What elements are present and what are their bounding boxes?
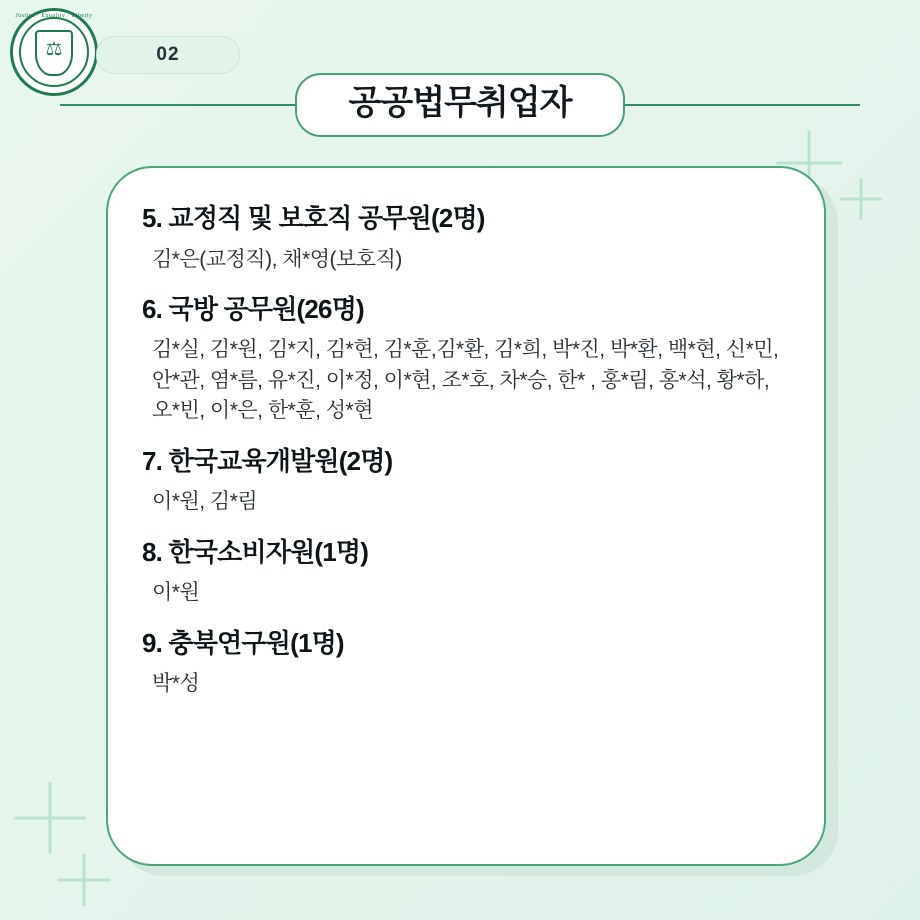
- entry-heading: 8. 한국소비자원(1명): [142, 536, 369, 567]
- sparkle-icon: [840, 178, 882, 220]
- emblem-top-text: Justice · Equality · Liberty: [15, 13, 93, 19]
- page-number-badge: 02: [96, 36, 240, 74]
- entry-names: 김*은(교정직), 채*영(보호직): [152, 247, 402, 271]
- content-card: [106, 166, 826, 866]
- page-title-label: 공공법무취업자: [348, 84, 572, 122]
- sparkle-icon: [14, 782, 86, 854]
- entry-heading: 6. 국방 공무원(26명): [142, 293, 364, 324]
- entry-names: 이*원, 김*림: [152, 490, 258, 514]
- entry-heading: 9. 충북연구원(1명): [142, 627, 344, 658]
- list-item: [142, 445, 790, 518]
- organization-emblem-icon: [10, 8, 98, 96]
- entry-names: 박*성: [152, 672, 200, 696]
- list-item: [142, 627, 790, 700]
- list-item: [142, 202, 790, 275]
- sparkle-icon: [58, 854, 110, 906]
- scales-of-justice-icon: ⚖: [45, 39, 63, 60]
- entry-names: 김*실, 김*원, 김*지, 김*현, 김*훈,김*환, 김*희, 박*진, 박*환, 백*현, 신*민, 안*관, 염*름, 유*진, 이*정, 이*현, 조*호, 차*승, 한* , 홍*림, 홍*석, 황*하, 오*빈, 이*은, 한*훈, 성*현: [152, 338, 779, 423]
- list-item: [142, 536, 790, 609]
- entry-heading: 7. 한국교육개발원(2명): [142, 445, 393, 476]
- entry-heading: 5. 교정직 및 보호직 공무원(2명): [142, 203, 485, 233]
- page-title: [295, 73, 625, 137]
- entry-names: 이*원: [152, 581, 200, 605]
- list-item: [142, 293, 790, 427]
